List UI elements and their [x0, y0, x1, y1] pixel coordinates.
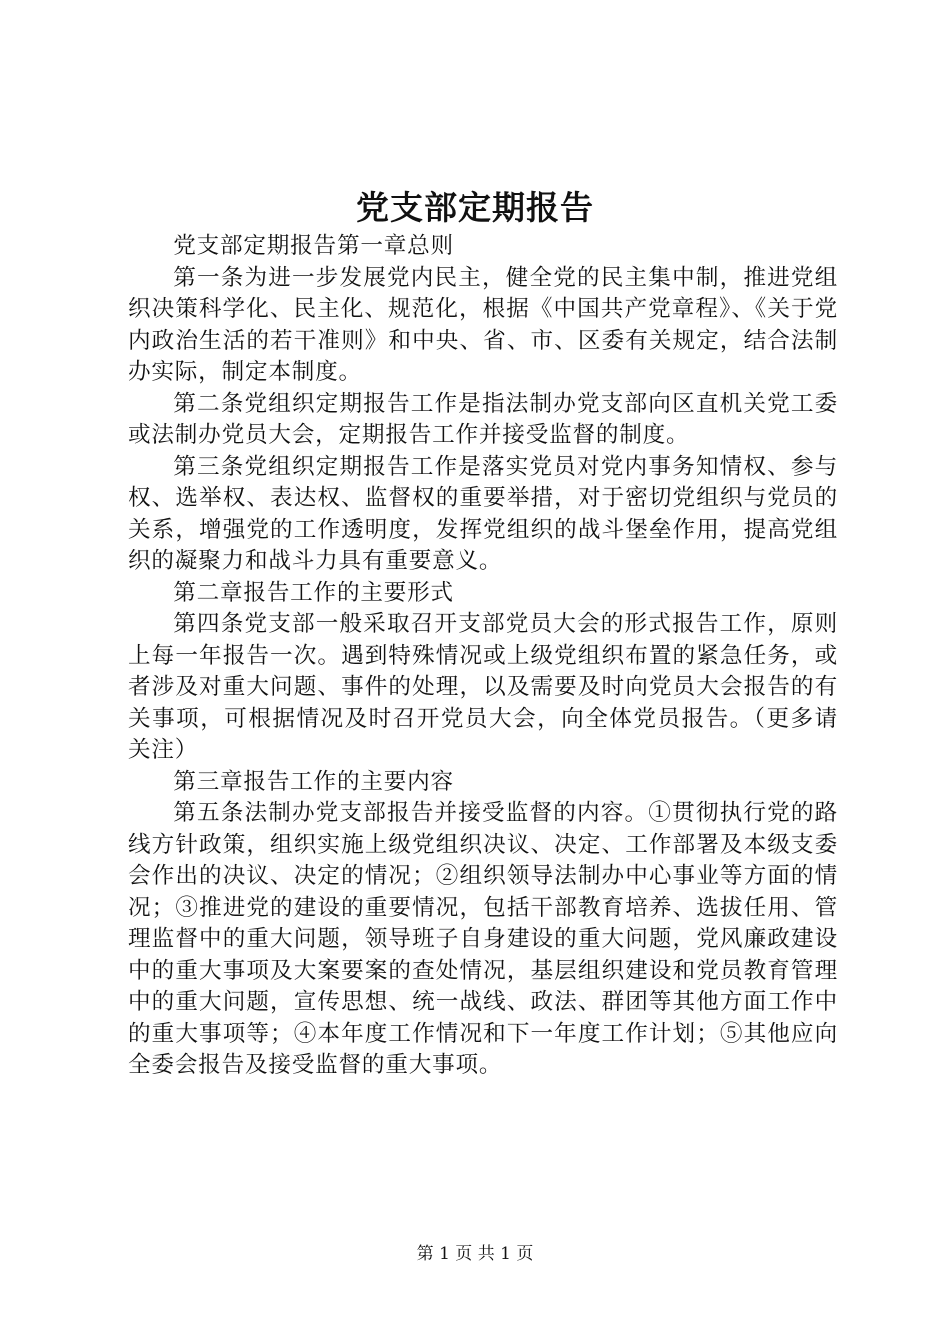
article-paragraph: 第一条为进一步发展党内民主，健全党的民主集中制，推进党组织决策科学化、民主化、规范化，根据《中国共产党章程》、《关于党内政治生活的若干准则》和中央、省、市、区委有关规定，结合法制办实际，制定本制度。 — [128, 264, 838, 385]
chapter-heading: 第二章报告工作的主要形式 — [173, 579, 454, 606]
page-number-footer: 第 1 页 共 1 页 — [416, 1244, 534, 1264]
chapter-heading: 党支部定期报告第一章总则 — [173, 233, 454, 259]
article-paragraph: 第三条党组织定期报告工作是落实党员对党内事务知情权、参与权、选举权、表达权、监督权的重要举措，对于密切党组织与党员的关系，增强党的工作透明度，发挥党组织的战斗堡垒作用，提高党组织的凝聚力和战斗力具有重要意义。 — [128, 453, 838, 574]
document-title: 党支部定期报告 — [356, 188, 594, 227]
article-paragraph: 第二条党组织定期报告工作是指法制办党支部向区直机关党工委或法制办党员大会，定期报告工作并接受监督的制度。 — [128, 390, 838, 448]
article-paragraph: 第四条党支部一般采取召开支部党员大会的形式报告工作，原则上每一年报告一次。遇到特殊情况或上级党组织布置的紧急任务，或者涉及对重大问题、事件的处理，以及需要及时向党员大会报告的有关事项，可根据情况及时召开党员大会，向全体党员报告。（更多请关注） — [128, 611, 838, 763]
chapter-heading: 第三章报告工作的主要内容 — [173, 768, 454, 795]
article-paragraph: 第五条法制办党支部报告并接受监督的内容。①贯彻执行党的路线方针政策，组织实施上级党组织决议、决定、工作部署及本级支委会作出的决议、决定的情况；②组织领导法制办中心事业等方面的情况；③推进党的建设的重要情况，包括干部教育培养、选拔任用、管理监督中的重大问题，领导班子自身建设的重大问题，党风廉政建设中的重大事项及大案要案的查处情况，基层组织建设和党员教育管理中的重大问题，宣传思想、统一战线、政法、群团等其他方面工作中的重大事项等；④本年度工作情况和下一年度工作计划；⑤其他应向全委会报告及接受监督的重大事项。 — [128, 800, 838, 1078]
document-body — [128, 231, 838, 1082]
